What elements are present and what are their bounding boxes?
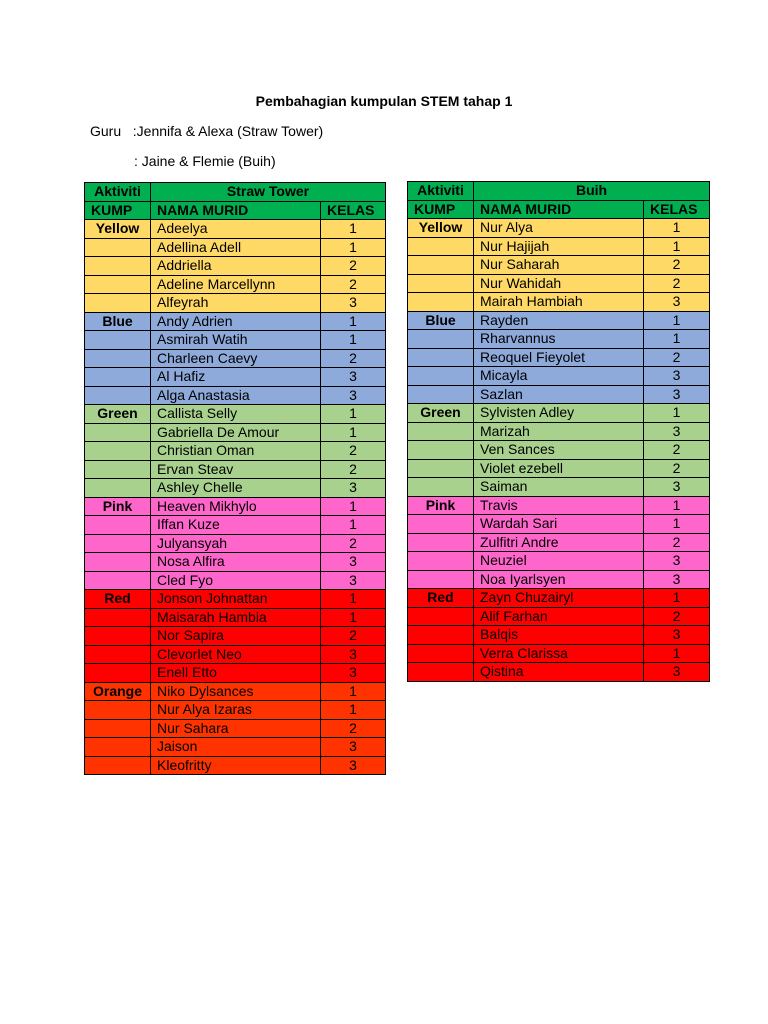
kump-cell	[85, 701, 151, 720]
table-row	[85, 368, 386, 387]
kump-cell	[408, 293, 474, 312]
table-header-row-columns	[408, 200, 710, 219]
kelas-header: KELAS	[321, 201, 386, 220]
nama-murid-cell: Kleofritty	[151, 756, 321, 775]
nama-murid-cell: Ven Sances	[474, 441, 644, 460]
kelas-cell: 3	[644, 367, 710, 386]
nama-murid-cell: Andy Adrien	[151, 312, 321, 331]
table-row	[85, 294, 386, 313]
kump-cell	[85, 423, 151, 442]
kelas-cell: 3	[321, 738, 386, 757]
kelas-cell: 3	[321, 368, 386, 387]
kelas-cell: 3	[321, 386, 386, 405]
kelas-cell: 1	[321, 331, 386, 350]
kelas-cell: 1	[644, 330, 710, 349]
table-row	[85, 497, 386, 516]
activity-name-header: Buih	[474, 182, 710, 201]
kump-cell: Yellow	[85, 220, 151, 239]
kump-cell	[408, 367, 474, 386]
table-row	[408, 515, 710, 534]
table-row	[408, 533, 710, 552]
table-row	[85, 312, 386, 331]
straw-tower-table	[84, 182, 386, 775]
kelas-cell: 1	[321, 312, 386, 331]
kump-cell	[85, 349, 151, 368]
nama-murid-cell: Cled Fyo	[151, 571, 321, 590]
table-row	[408, 237, 710, 256]
table-row	[85, 405, 386, 424]
kelas-cell: 3	[644, 663, 710, 682]
kump-cell	[85, 553, 151, 572]
kelas-cell: 1	[644, 644, 710, 663]
kelas-cell: 1	[321, 701, 386, 720]
table-row	[85, 423, 386, 442]
kump-header: KUMP	[408, 200, 474, 219]
page-title: Pembahagian kumpulan STEM tahap 1	[255, 93, 513, 109]
kelas-cell: 1	[321, 516, 386, 535]
kump-cell	[408, 348, 474, 367]
kump-cell: Pink	[408, 496, 474, 515]
kelas-cell: 3	[644, 478, 710, 497]
nama-murid-cell: Reoquel Fieyolet	[474, 348, 644, 367]
kelas-cell: 1	[321, 682, 386, 701]
nama-murid-cell: Qistina	[474, 663, 644, 682]
table-row	[408, 478, 710, 497]
kump-cell	[408, 515, 474, 534]
guru-line-buih: : Jaine & Flemie (Buih)	[134, 153, 276, 169]
kump-cell	[85, 257, 151, 276]
activity-name-header: Straw Tower	[151, 183, 386, 202]
kelas-cell: 1	[644, 515, 710, 534]
kump-cell	[85, 368, 151, 387]
kump-cell	[85, 534, 151, 553]
kump-cell: Red	[85, 590, 151, 609]
table-row	[408, 552, 710, 571]
nama-murid-cell: Heaven Mikhylo	[151, 497, 321, 516]
nama-murid-cell: Christian Oman	[151, 442, 321, 461]
kump-cell	[85, 627, 151, 646]
kump-cell: Red	[408, 589, 474, 608]
nama-murid-cell: Adeline Marcellynn	[151, 275, 321, 294]
kump-cell	[408, 478, 474, 497]
kump-cell	[408, 330, 474, 349]
kump-cell: Pink	[85, 497, 151, 516]
table-row	[85, 257, 386, 276]
table-row	[85, 460, 386, 479]
nama-murid-cell: Alga Anastasia	[151, 386, 321, 405]
table-row	[85, 719, 386, 738]
kump-cell	[408, 385, 474, 404]
nama-murid-cell: Nur Alya	[474, 219, 644, 238]
kump-cell	[85, 664, 151, 683]
kelas-cell: 1	[321, 608, 386, 627]
nama-murid-cell: Wardah Sari	[474, 515, 644, 534]
nama-murid-cell: Jaison	[151, 738, 321, 757]
kump-cell	[85, 386, 151, 405]
table-row	[408, 274, 710, 293]
kelas-cell: 1	[321, 220, 386, 239]
nama-murid-cell: Alif Farhan	[474, 607, 644, 626]
kump-cell: Green	[408, 404, 474, 423]
nama-murid-cell: Ervan Steav	[151, 460, 321, 479]
kelas-cell: 3	[321, 645, 386, 664]
kelas-cell: 3	[644, 552, 710, 571]
table-row	[85, 701, 386, 720]
kelas-cell: 1	[644, 237, 710, 256]
table-row	[85, 442, 386, 461]
table-row	[85, 571, 386, 590]
kelas-cell: 3	[644, 385, 710, 404]
kump-cell	[408, 607, 474, 626]
table-row	[408, 496, 710, 515]
kump-cell	[408, 533, 474, 552]
nama-murid-cell: Adeelya	[151, 220, 321, 239]
table-row	[408, 256, 710, 275]
kump-cell	[85, 479, 151, 498]
nama-murid-cell: Enell Etto	[151, 664, 321, 683]
table-row	[85, 682, 386, 701]
nama-murid-cell: Niko Dylsances	[151, 682, 321, 701]
kump-cell	[85, 238, 151, 257]
kump-cell: Yellow	[408, 219, 474, 238]
nama-murid-cell: Nur Saharah	[474, 256, 644, 275]
kump-cell: Green	[85, 405, 151, 424]
table-row	[85, 220, 386, 239]
nama-murid-cell: Rayden	[474, 311, 644, 330]
nama-murid-cell: Micayla	[474, 367, 644, 386]
kelas-cell: 2	[321, 627, 386, 646]
kelas-cell: 2	[321, 534, 386, 553]
table-row	[408, 219, 710, 238]
table-row	[85, 275, 386, 294]
nama-murid-cell: Marizah	[474, 422, 644, 441]
nama-murid-cell: Alfeyrah	[151, 294, 321, 313]
kump-cell	[408, 644, 474, 663]
kelas-cell: 2	[321, 257, 386, 276]
table-row	[85, 664, 386, 683]
nama-murid-cell: Nosa Alfira	[151, 553, 321, 572]
kelas-cell: 3	[321, 479, 386, 498]
table-row	[85, 331, 386, 350]
table-row	[408, 311, 710, 330]
kelas-cell: 1	[321, 590, 386, 609]
aktiviti-header: Aktiviti	[408, 182, 474, 201]
kelas-cell: 3	[644, 293, 710, 312]
kump-cell	[85, 442, 151, 461]
table-row	[85, 386, 386, 405]
nama-murid-cell: Adellina Adell	[151, 238, 321, 257]
table-header-row-activity	[85, 183, 386, 202]
table-header-row-activity	[408, 182, 710, 201]
kelas-cell: 3	[644, 626, 710, 645]
kump-cell	[85, 460, 151, 479]
kump-cell: Blue	[408, 311, 474, 330]
kump-cell	[408, 570, 474, 589]
guru-line-straw: Guru :Jennifa & Alexa (Straw Tower)	[90, 123, 324, 139]
table-row	[408, 422, 710, 441]
aktiviti-header: Aktiviti	[85, 183, 151, 202]
nama-murid-cell: Sazlan	[474, 385, 644, 404]
nama-murid-cell: Zulfitri Andre	[474, 533, 644, 552]
nama-murid-cell: Clevorlet Neo	[151, 645, 321, 664]
table-row	[85, 553, 386, 572]
kelas-cell: 3	[321, 553, 386, 572]
table-row	[85, 645, 386, 664]
nama-murid-header: NAMA MURID	[474, 200, 644, 219]
buih-table	[407, 181, 710, 682]
kelas-cell: 3	[321, 294, 386, 313]
kelas-cell: 3	[321, 664, 386, 683]
table-row	[408, 607, 710, 626]
kelas-cell: 1	[644, 404, 710, 423]
kelas-header: KELAS	[644, 200, 710, 219]
nama-murid-cell: Zayn Chuzairyl	[474, 589, 644, 608]
kelas-cell: 2	[644, 607, 710, 626]
kump-cell	[85, 275, 151, 294]
nama-murid-cell: Julyansyah	[151, 534, 321, 553]
kump-cell	[408, 663, 474, 682]
kelas-cell: 2	[644, 348, 710, 367]
kelas-cell: 2	[321, 275, 386, 294]
kelas-cell: 1	[644, 311, 710, 330]
nama-murid-cell: Rharvannus	[474, 330, 644, 349]
kump-cell	[408, 459, 474, 478]
kelas-cell: 3	[321, 756, 386, 775]
nama-murid-cell: Noa Iyarlsyen	[474, 570, 644, 589]
table-row	[85, 534, 386, 553]
kump-cell	[408, 256, 474, 275]
nama-murid-cell: Charleen Caevy	[151, 349, 321, 368]
table-row	[85, 627, 386, 646]
table-row	[408, 589, 710, 608]
nama-murid-cell: Ashley Chelle	[151, 479, 321, 498]
kelas-cell: 1	[644, 219, 710, 238]
kelas-cell: 2	[321, 460, 386, 479]
kump-cell	[408, 626, 474, 645]
kump-cell	[408, 422, 474, 441]
nama-murid-cell: Sylvisten Adley	[474, 404, 644, 423]
kelas-cell: 2	[321, 442, 386, 461]
kump-cell	[85, 756, 151, 775]
nama-murid-cell: Neuziel	[474, 552, 644, 571]
kump-cell	[408, 274, 474, 293]
kump-header: KUMP	[85, 201, 151, 220]
kelas-cell: 1	[321, 423, 386, 442]
table-row	[408, 441, 710, 460]
kump-cell	[85, 719, 151, 738]
kelas-cell: 2	[321, 349, 386, 368]
kump-cell	[85, 331, 151, 350]
table-row	[408, 367, 710, 386]
kump-cell	[408, 441, 474, 460]
nama-murid-cell: Jonson Johnattan	[151, 590, 321, 609]
table-row	[408, 626, 710, 645]
table-row	[408, 459, 710, 478]
nama-murid-header: NAMA MURID	[151, 201, 321, 220]
kelas-cell: 1	[644, 589, 710, 608]
table-row	[85, 590, 386, 609]
kump-cell: Orange	[85, 682, 151, 701]
table-row	[408, 385, 710, 404]
kelas-cell: 1	[321, 238, 386, 257]
kelas-cell: 2	[644, 459, 710, 478]
kump-cell	[85, 516, 151, 535]
kump-cell	[85, 571, 151, 590]
nama-murid-cell: Nur Hajijah	[474, 237, 644, 256]
nama-murid-cell: Iffan Kuze	[151, 516, 321, 535]
nama-murid-cell: Verra Clarissa	[474, 644, 644, 663]
nama-murid-cell: Gabriella De Amour	[151, 423, 321, 442]
kump-cell: Blue	[85, 312, 151, 331]
nama-murid-cell: Saiman	[474, 478, 644, 497]
nama-murid-cell: Mairah Hambiah	[474, 293, 644, 312]
kump-cell	[85, 645, 151, 664]
nama-murid-cell: Violet ezebell	[474, 459, 644, 478]
kelas-cell: 2	[644, 533, 710, 552]
kelas-cell: 3	[321, 571, 386, 590]
table-row	[408, 570, 710, 589]
kelas-cell: 1	[644, 496, 710, 515]
nama-murid-cell: Balqis	[474, 626, 644, 645]
nama-murid-cell: Nor Sapira	[151, 627, 321, 646]
kump-cell	[85, 608, 151, 627]
table-row	[408, 293, 710, 312]
nama-murid-cell: Maisarah Hambia	[151, 608, 321, 627]
kelas-cell: 1	[321, 497, 386, 516]
table-row	[85, 608, 386, 627]
kelas-cell: 3	[644, 422, 710, 441]
nama-murid-cell: Travis	[474, 496, 644, 515]
table-row	[85, 516, 386, 535]
nama-murid-cell: Callista Selly	[151, 405, 321, 424]
table-row	[408, 330, 710, 349]
kelas-cell: 2	[644, 256, 710, 275]
kelas-cell: 2	[644, 274, 710, 293]
kump-cell	[85, 738, 151, 757]
kelas-cell: 3	[644, 570, 710, 589]
table-row	[408, 644, 710, 663]
table-row	[85, 238, 386, 257]
table-row	[408, 348, 710, 367]
nama-murid-cell: Nur Sahara	[151, 719, 321, 738]
table-row	[85, 349, 386, 368]
nama-murid-cell: Nur Alya Izaras	[151, 701, 321, 720]
kump-cell	[85, 294, 151, 313]
kump-cell	[408, 237, 474, 256]
table-row	[85, 479, 386, 498]
table-row	[408, 404, 710, 423]
kelas-cell: 2	[644, 441, 710, 460]
kump-cell	[408, 552, 474, 571]
nama-murid-cell: Asmirah Watih	[151, 331, 321, 350]
nama-murid-cell: Al Hafiz	[151, 368, 321, 387]
kelas-cell: 2	[321, 719, 386, 738]
nama-murid-cell: Nur Wahidah	[474, 274, 644, 293]
kelas-cell: 1	[321, 405, 386, 424]
table-row	[85, 738, 386, 757]
nama-murid-cell: Addriella	[151, 257, 321, 276]
table-header-row-columns	[85, 201, 386, 220]
table-row	[408, 663, 710, 682]
table-row	[85, 756, 386, 775]
